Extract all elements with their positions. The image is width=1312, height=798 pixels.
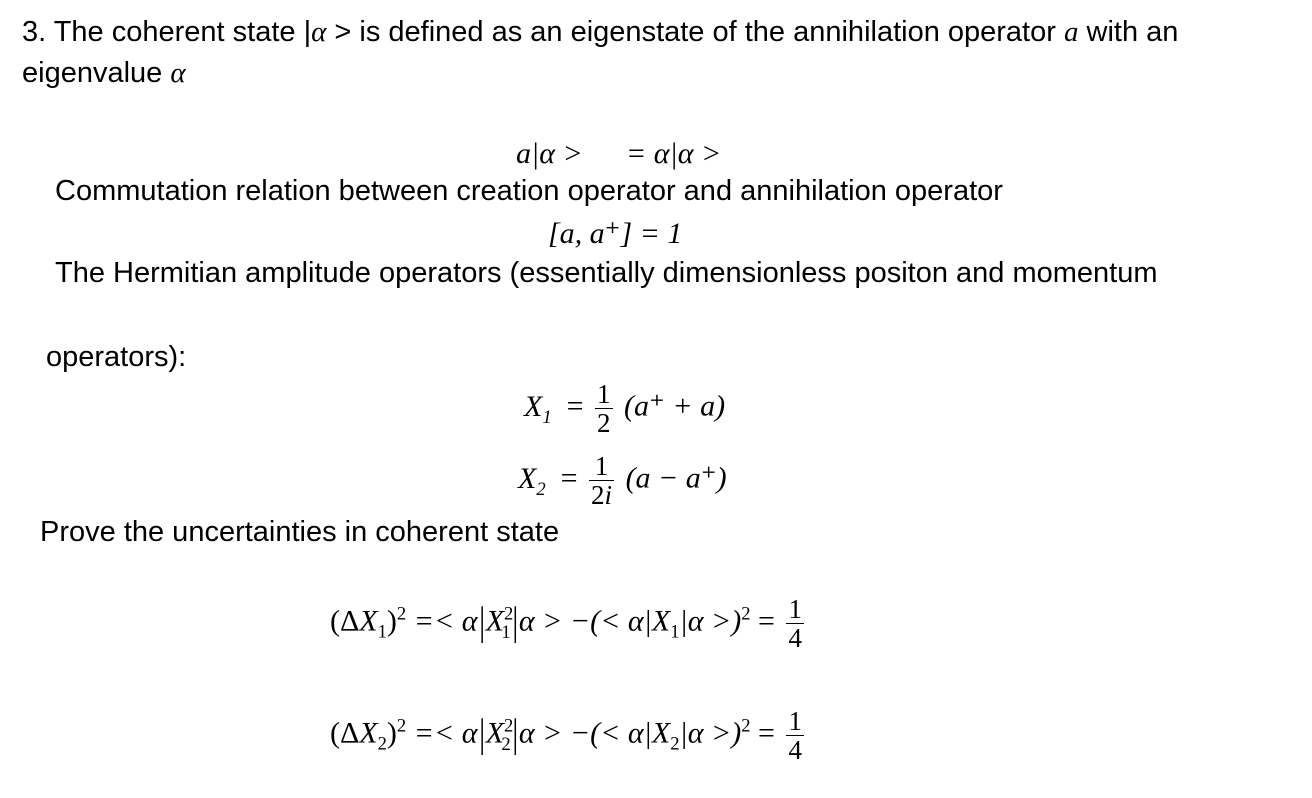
alpha-symbol: α [311,16,327,48]
quarter-fraction-2: $\frac{1}{4}$ [788,706,802,766]
half-fraction: $\frac{1}{2}$ [597,379,611,439]
operator-a-symbol: a [1063,16,1079,48]
x2-definition: $X_2$ = $\frac{1}{2i}$ (a − a⁺) [518,451,727,511]
commutation-text: Commutation relation between creation operator and annihilation operator [55,175,1003,207]
alpha-symbol: α [170,57,186,89]
problem-line2-prefix: eigenvalue [22,57,171,89]
x1-rhs: (a⁺ + a) [624,389,726,423]
commutator-equation: [a, a⁺] = 1 [548,217,683,250]
x2-symbol: $X_2$ [518,461,546,500]
problem-line-1 [22,17,1178,49]
problem-line1-mid: > is defined as an eigenstate of the annihilation operator [326,16,1064,48]
prove-text: Prove the uncertainties in coherent state [40,516,560,548]
uncertainty-x2-equation: $(\Delta X_2)^2 =< \alpha|X^2_2|\alpha$ > −(< $\alpha|X_2|\alpha >)^2$ = $\frac{1}{4}$ [330,706,802,766]
problem-line1-end: with an [1078,16,1179,48]
x2-rhs: (a − a⁺) [625,461,727,495]
eigen-equation-lhs: a|α > [516,137,583,170]
one-over-2i-fraction: $\frac{1}{2i}$ [591,451,613,511]
hermitian-text: The Hermitian amplitude operators (essentially dimensionless positon and momentum [55,257,1158,289]
x1-definition: $X_1$ = $\frac{1}{2}$ (a⁺ + a) [524,379,726,439]
operators-text: operators): [46,341,187,373]
x1-symbol: $X_1$ [524,389,552,428]
problem-line1-prefix: 3. The coherent state | [22,16,312,48]
problem-line-2 [22,58,186,90]
uncertainty-x1-equation: $(\Delta X_1)^2 =< \alpha|X^2_1|\alpha$ > −(< $\alpha|X_1|\alpha >)^2$ = $\frac{1}{4}$ [330,594,802,654]
quarter-fraction-1: $\frac{1}{4}$ [788,594,802,654]
eigen-equation-rhs: = α|α > [626,137,722,170]
